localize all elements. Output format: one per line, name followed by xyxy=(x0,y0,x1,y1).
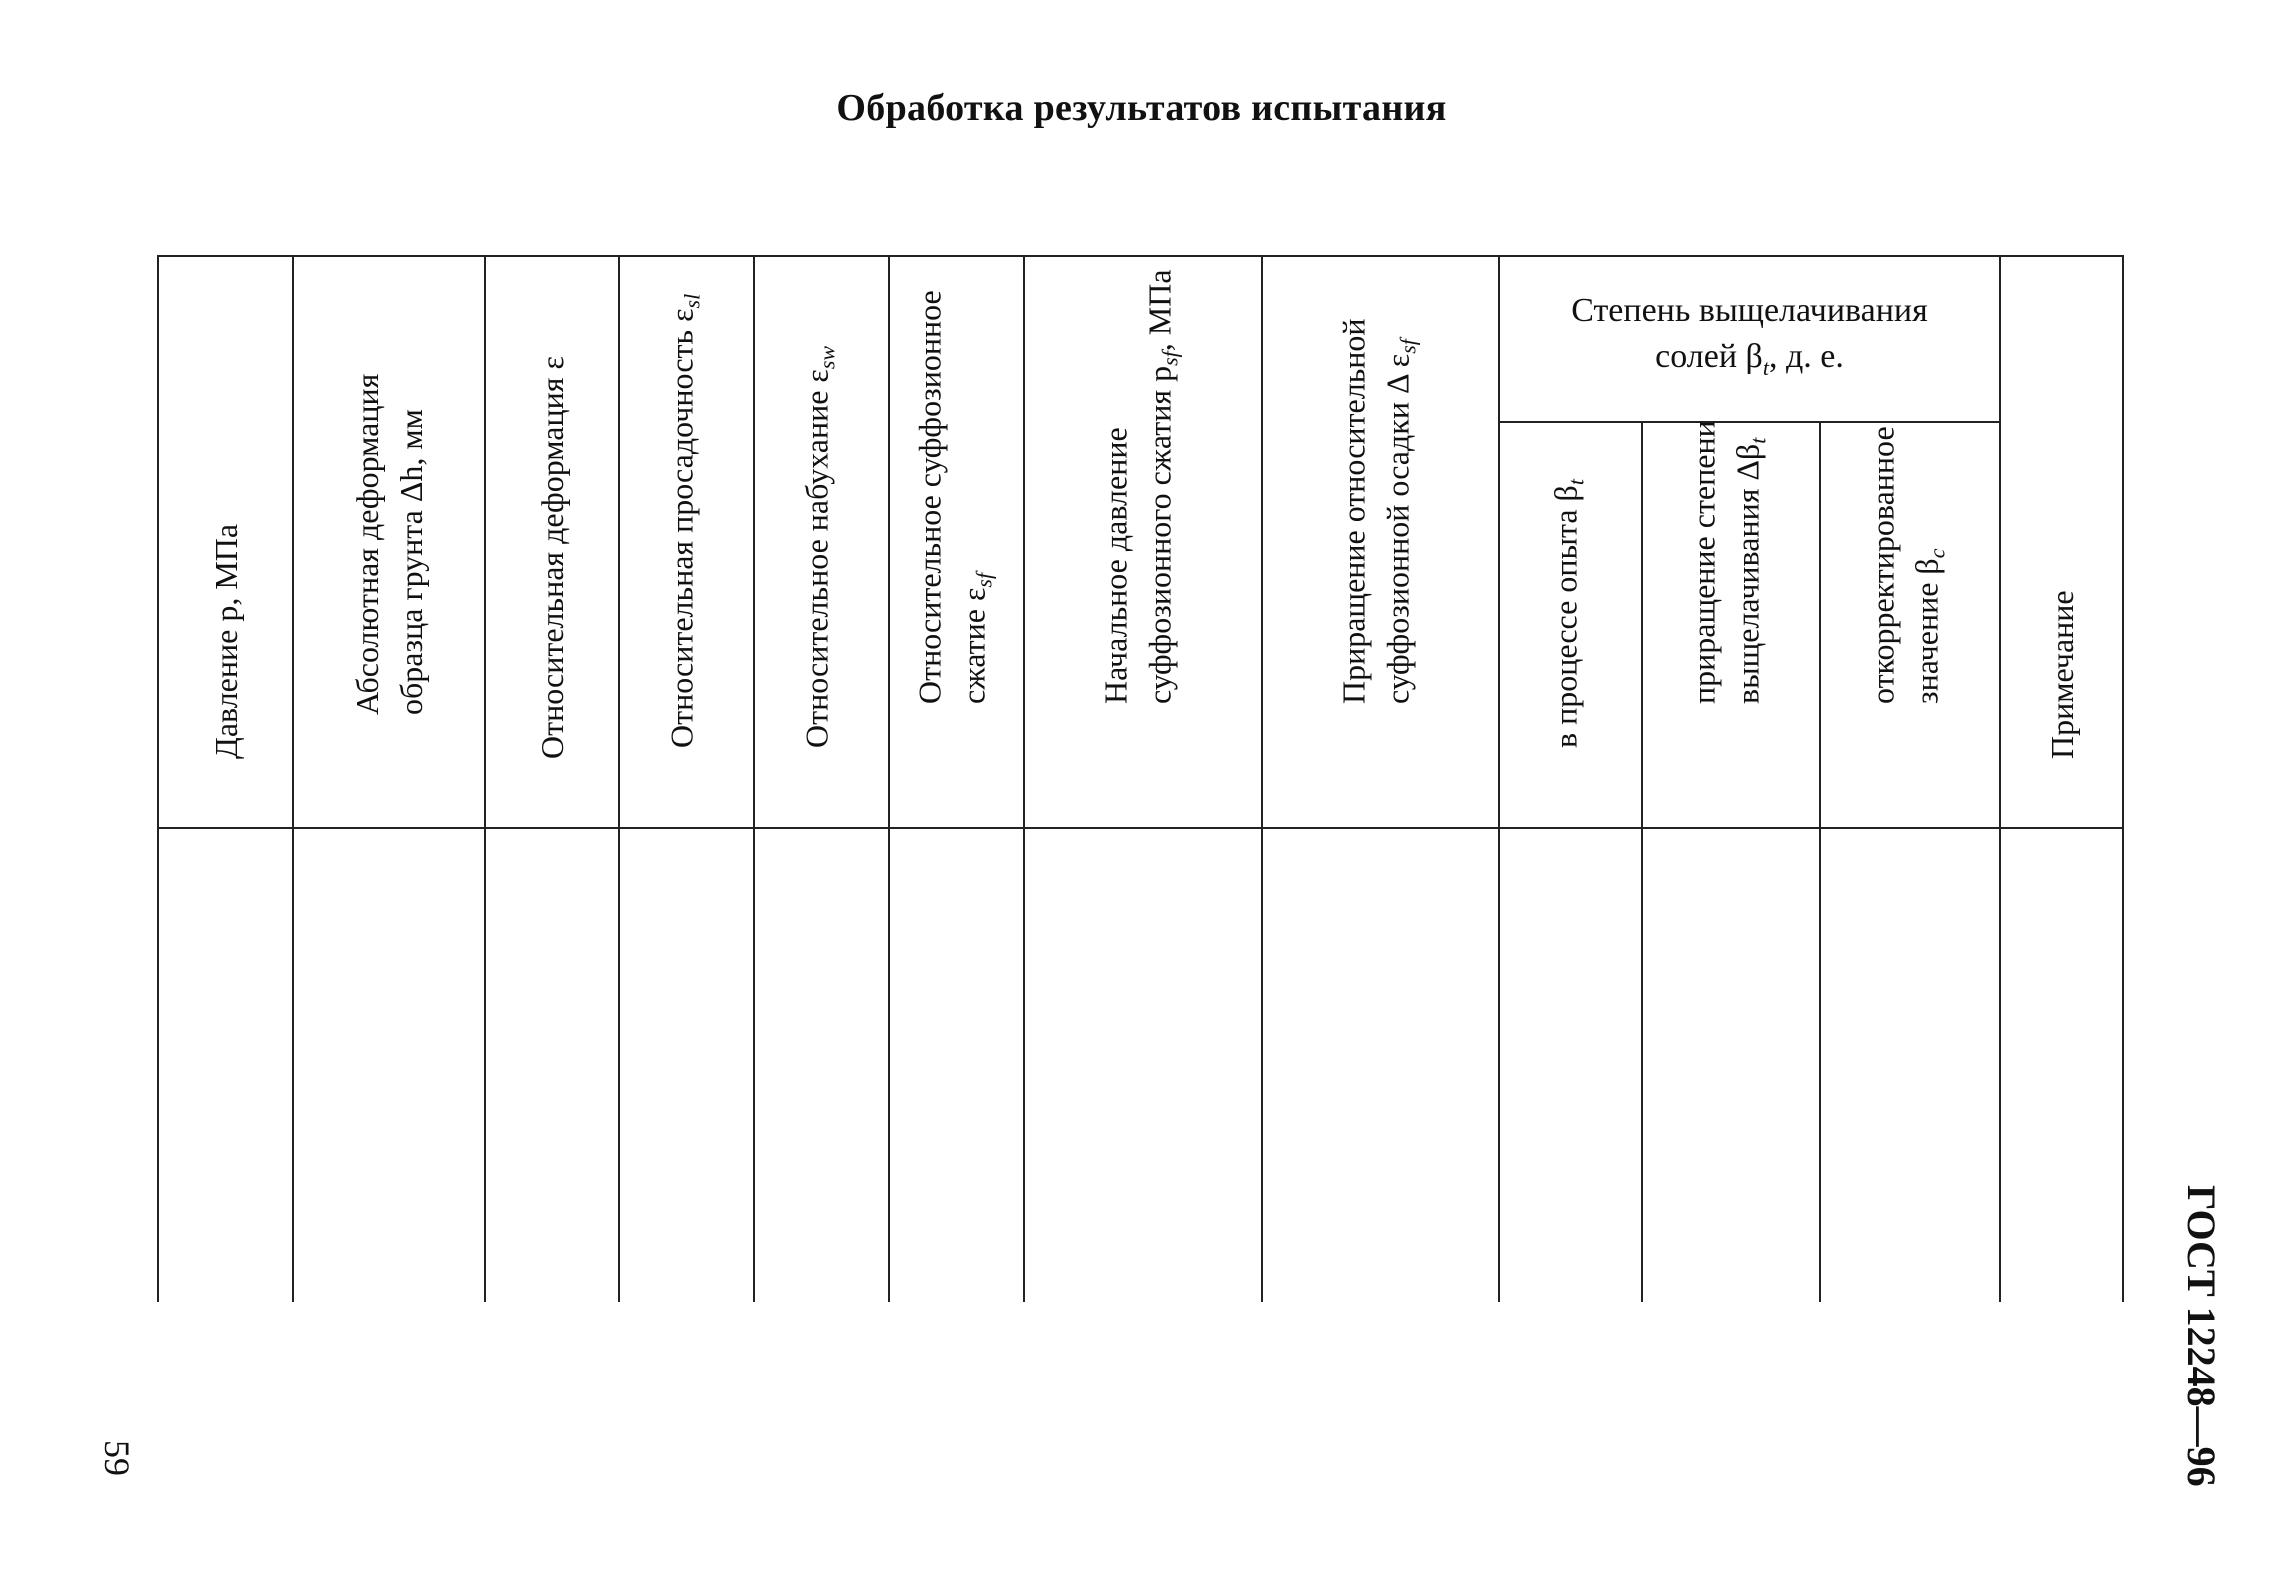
table-cell xyxy=(1024,828,1262,1302)
standard-label: ГОСТ 12248—96 xyxy=(2179,1185,2224,1487)
results-table xyxy=(157,255,2124,1302)
table-cell xyxy=(293,828,485,1302)
header-leaching-increment: приращение степени выщелачивания $\Delta\beta_t$ xyxy=(1642,422,1820,828)
table-cell xyxy=(1262,828,1499,1302)
table-cell xyxy=(1642,828,1820,1302)
header-note: Примечание xyxy=(2000,256,2123,828)
table-cell xyxy=(2000,828,2123,1302)
header-swelling: Относительное набухание $\varepsilon_{sw}$ xyxy=(754,256,889,828)
page-title: Обработка результатов испытания xyxy=(836,87,1447,129)
table-cell xyxy=(1499,828,1642,1302)
header-suffosion-compression: Относительное суффозионное сжатие $\varepsilon_{sf}$ xyxy=(889,256,1024,828)
header-leaching-during-test: в процессе опыта $\beta_t$ xyxy=(1499,422,1642,828)
page-number: 59 xyxy=(97,1440,137,1476)
table-cell xyxy=(889,828,1024,1302)
header-settlement-increment: Приращение относительной суффозионной осадки Δ $\varepsilon_{sf}$ xyxy=(1262,256,1499,828)
table-cell xyxy=(754,828,889,1302)
header-initial-pressure: Начальное давление суффозионного сжатия $p_{sf}$, МПа xyxy=(1024,256,1262,828)
header-leaching-group: Степень выщелачивания солей $\beta_t$, д. е. xyxy=(1499,256,2000,422)
header-absolute-deformation: Абсолютная деформация образца грунта Δh, мм xyxy=(293,256,485,828)
header-relative-deformation: Относительная деформация ε xyxy=(485,256,619,828)
header-pressure: Давление p, МПа xyxy=(158,256,293,828)
header-subsidence: Относительная просадочность $\varepsilon_{sl}$ xyxy=(619,256,754,828)
table-cell xyxy=(1820,828,2000,1302)
table-cell xyxy=(619,828,754,1302)
header-leaching-corrected: откорректированное значение $\beta_c$ xyxy=(1820,422,2000,828)
table-cell xyxy=(485,828,619,1302)
table-cell xyxy=(158,828,293,1302)
